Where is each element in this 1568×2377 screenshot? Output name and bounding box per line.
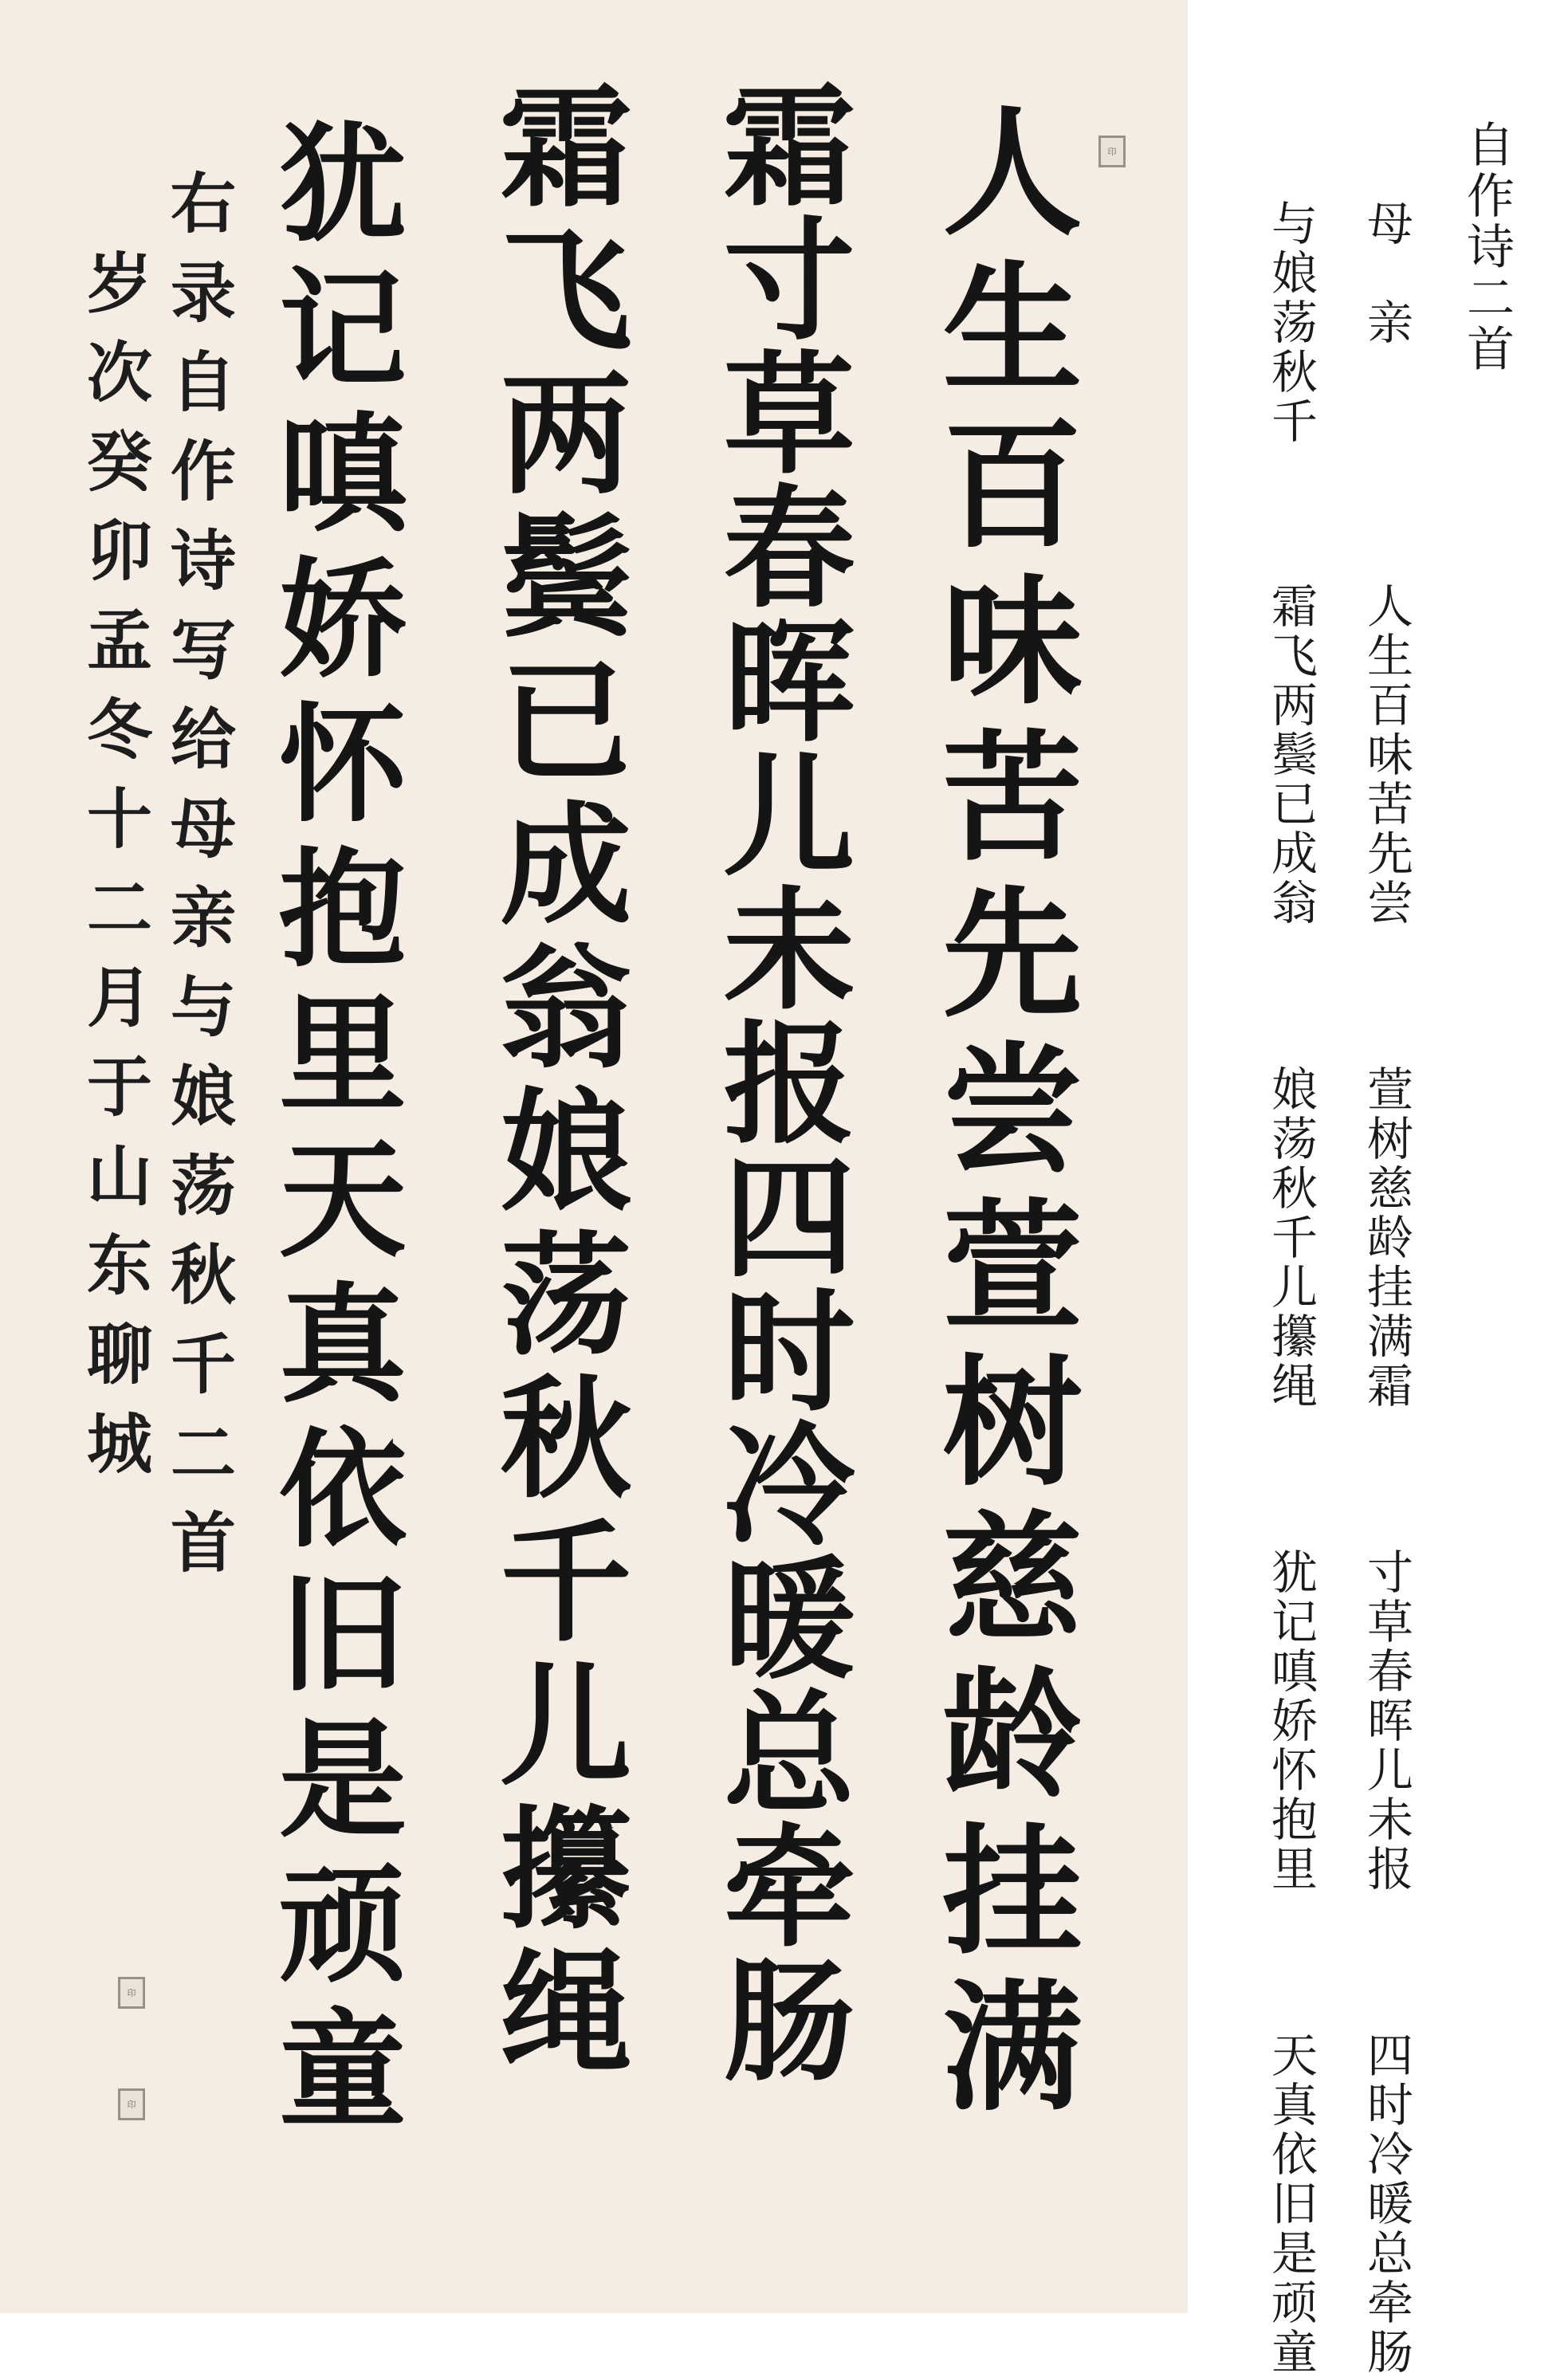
poem-line: 四时冷暖总牵肠 bbox=[1359, 2031, 1413, 2377]
calligraphy-column-1 bbox=[925, 92, 1100, 2130]
poem-line: 人生百味苦先尝 bbox=[1359, 582, 1413, 928]
poem-text-panel bbox=[1188, 0, 1568, 2377]
inscription-column-1 bbox=[159, 159, 247, 1588]
poem-1-body bbox=[1359, 582, 1413, 2377]
inscription-column-2 bbox=[76, 239, 163, 1489]
poem-line: 天真依旧是顽童 bbox=[1263, 2031, 1318, 2377]
poem-1-name: 母 亲 bbox=[1359, 199, 1413, 348]
poem-2-name: 与娘荡秋千 bbox=[1263, 199, 1318, 446]
poem-line: 萱树慈龄挂满霜 bbox=[1359, 1065, 1413, 1411]
poem-title: 自作诗二首 bbox=[1459, 120, 1515, 375]
seal-stamp: 印 bbox=[118, 2088, 145, 2120]
calligraphy-column-text: 人生百味苦先尝萱树慈龄挂满 bbox=[942, 92, 1083, 2130]
poem-line: 寸草春晖儿未报 bbox=[1359, 1548, 1413, 1894]
calligraphy-column-2 bbox=[701, 69, 877, 2099]
calligraphy-column-text: 霜寸草春晖儿未报四时冷暖总牵肠 bbox=[723, 69, 855, 2099]
seal-stamp: 印 bbox=[1098, 136, 1126, 167]
calligraphy-column-text: 霜飞两鬓已成翁娘荡秋千儿攥绳 bbox=[500, 70, 632, 2090]
poem-line: 霜飞两鬓已成翁 bbox=[1263, 582, 1318, 928]
seal-stamp: 印 bbox=[118, 1977, 145, 2009]
poem-line: 犹记嗔娇怀抱里 bbox=[1263, 1548, 1318, 1894]
calligraphy-column-text: 犹记嗔娇怀抱里天真依旧是顽童 bbox=[278, 109, 407, 2145]
inscription-text: 岁次癸卯孟冬十二月于山东聊城 bbox=[86, 246, 152, 1483]
inscription-text: 右录自作诗写给母亲与娘荡秋千二首 bbox=[170, 166, 236, 1581]
calligraphy-column-4 bbox=[255, 109, 430, 2145]
calligraphy-column-3 bbox=[478, 70, 654, 2090]
poem-2-body bbox=[1263, 582, 1318, 2377]
poem-line: 娘荡秋千儿攥绳 bbox=[1263, 1065, 1318, 1411]
